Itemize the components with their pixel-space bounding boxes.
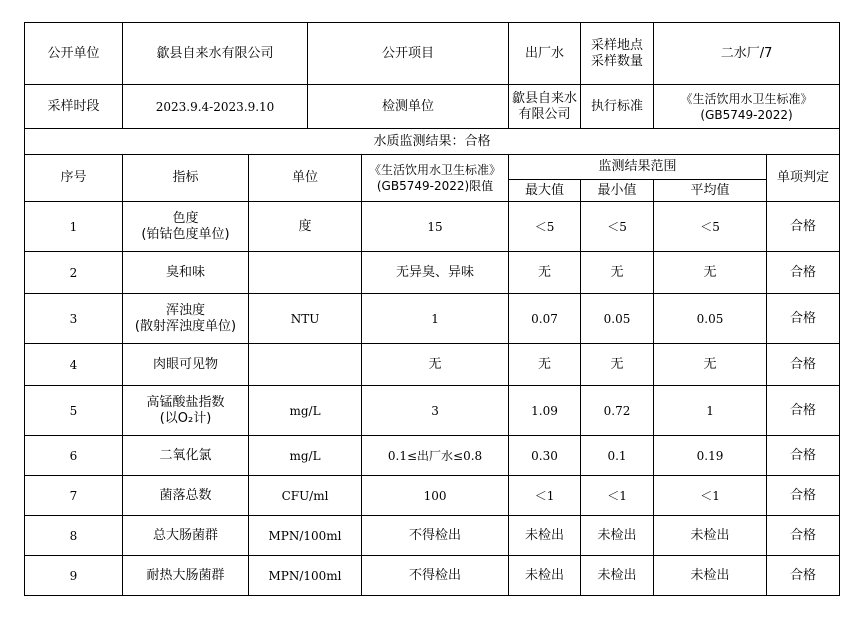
cell-min: 未检出	[581, 516, 654, 556]
site-label: 采样地点 采样数量	[581, 23, 654, 85]
col-max-header: 最大值	[509, 180, 581, 202]
cell-verdict: 合格	[767, 386, 840, 436]
period-value: 2023.9.4-2023.9.10	[123, 85, 308, 129]
cell-limit: 0.1≤出厂水≤0.8	[362, 436, 509, 476]
cell-unit	[249, 344, 362, 386]
cell-min: 0.1	[581, 436, 654, 476]
column-header-row-1	[25, 155, 840, 180]
cell-no: 7	[25, 476, 123, 516]
cell-no: 4	[25, 344, 123, 386]
col-min-header: 最小值	[581, 180, 654, 202]
cell-limit: 不得检出	[362, 556, 509, 596]
cell-unit: mg/L	[249, 386, 362, 436]
cell-min: 0.72	[581, 386, 654, 436]
publisher-label: 公开单位	[25, 23, 123, 85]
cell-avg: 未检出	[654, 556, 767, 596]
tester-value: 歙县自来水有限公司	[509, 85, 581, 129]
standard-label: 执行标准	[581, 85, 654, 129]
report-table	[24, 22, 840, 596]
cell-avg: 0.05	[654, 294, 767, 344]
cell-max: 1.09	[509, 386, 581, 436]
cell-limit: 不得检出	[362, 516, 509, 556]
cell-limit: 15	[362, 202, 509, 252]
col-unit-header: 单位	[249, 155, 362, 202]
cell-min: 无	[581, 344, 654, 386]
cell-indicator: 菌落总数	[123, 476, 249, 516]
col-no-header: 序号	[25, 155, 123, 202]
col-range-header: 监测结果范围	[509, 155, 767, 180]
cell-indicator: 总大肠菌群	[123, 516, 249, 556]
cell-indicator: 浑浊度 (散射浑浊度单位)	[123, 294, 249, 344]
col-verdict-header: 单项判定	[767, 155, 840, 202]
tester-label: 检测单位	[308, 85, 509, 129]
cell-indicator: 臭和味	[123, 252, 249, 294]
cell-min: ＜5	[581, 202, 654, 252]
cell-indicator: 耐热大肠菌群	[123, 556, 249, 596]
item-value-cell: 出厂水	[509, 23, 581, 85]
table-row	[25, 294, 840, 344]
cell-max: 未检出	[509, 516, 581, 556]
table-row	[25, 516, 840, 556]
cell-avg: 无	[654, 344, 767, 386]
cell-max: ＜5	[509, 202, 581, 252]
cell-unit: mg/L	[249, 436, 362, 476]
cell-verdict: 合格	[767, 516, 840, 556]
col-limit-header: 《生活饮用水卫生标准》 (GB5749-2022)限值	[362, 155, 509, 202]
item-label: 公开项目	[308, 23, 509, 85]
cell-max: 未检出	[509, 556, 581, 596]
cell-avg: 未检出	[654, 516, 767, 556]
cell-verdict: 合格	[767, 436, 840, 476]
cell-indicator: 高锰酸盐指数 (以O₂计)	[123, 386, 249, 436]
cell-unit: NTU	[249, 294, 362, 344]
cell-limit: 无异臭、异味	[362, 252, 509, 294]
cell-avg: 0.19	[654, 436, 767, 476]
cell-verdict: 合格	[767, 344, 840, 386]
cell-min: ＜1	[581, 476, 654, 516]
cell-no: 1	[25, 202, 123, 252]
cell-unit: CFU/ml	[249, 476, 362, 516]
table-row	[25, 386, 840, 436]
cell-max: 无	[509, 344, 581, 386]
cell-max: 0.30	[509, 436, 581, 476]
cell-avg: ＜1	[654, 476, 767, 516]
header-row-2	[25, 85, 840, 129]
table-row	[25, 476, 840, 516]
cell-verdict: 合格	[767, 556, 840, 596]
cell-avg: ＜5	[654, 202, 767, 252]
overall-result: 水质监测结果：合格	[25, 129, 840, 155]
col-avg-header: 平均值	[654, 180, 767, 202]
table-row	[25, 556, 840, 596]
cell-max: 0.07	[509, 294, 581, 344]
water-quality-report-table	[24, 22, 839, 605]
cell-verdict: 合格	[767, 476, 840, 516]
cell-limit: 1	[362, 294, 509, 344]
cell-min: 未检出	[581, 556, 654, 596]
cell-verdict: 合格	[767, 252, 840, 294]
cell-no: 5	[25, 386, 123, 436]
cell-no: 8	[25, 516, 123, 556]
cell-verdict: 合格	[767, 294, 840, 344]
cell-indicator: 色度 (铂钴色度单位)	[123, 202, 249, 252]
cell-no: 2	[25, 252, 123, 294]
table-row	[25, 202, 840, 252]
header-row-1	[25, 23, 840, 85]
col-indicator-header: 指标	[123, 155, 249, 202]
cell-avg: 1	[654, 386, 767, 436]
standard-value: 《生活饮用水卫生标准》 (GB5749-2022)	[654, 85, 840, 129]
cell-unit: 度	[249, 202, 362, 252]
cell-no: 9	[25, 556, 123, 596]
cell-indicator: 二氧化氯	[123, 436, 249, 476]
cell-limit: 无	[362, 344, 509, 386]
publisher-value: 歙县自来水有限公司	[123, 23, 308, 85]
cell-min: 0.05	[581, 294, 654, 344]
cell-verdict: 合格	[767, 202, 840, 252]
cell-limit: 3	[362, 386, 509, 436]
table-row	[25, 252, 840, 294]
cell-min: 无	[581, 252, 654, 294]
table-row	[25, 436, 840, 476]
cell-avg: 无	[654, 252, 767, 294]
cell-unit: MPN/100ml	[249, 556, 362, 596]
cell-unit	[249, 252, 362, 294]
period-label: 采样时段	[25, 85, 123, 129]
cell-indicator: 肉眼可见物	[123, 344, 249, 386]
cell-unit: MPN/100ml	[249, 516, 362, 556]
cell-no: 3	[25, 294, 123, 344]
table-row	[25, 344, 840, 386]
data-rows	[25, 202, 840, 596]
cell-limit: 100	[362, 476, 509, 516]
cell-no: 6	[25, 436, 123, 476]
cell-max: ＜1	[509, 476, 581, 516]
site-value: 二水厂/7	[654, 23, 840, 85]
result-row	[25, 129, 840, 155]
cell-max: 无	[509, 252, 581, 294]
